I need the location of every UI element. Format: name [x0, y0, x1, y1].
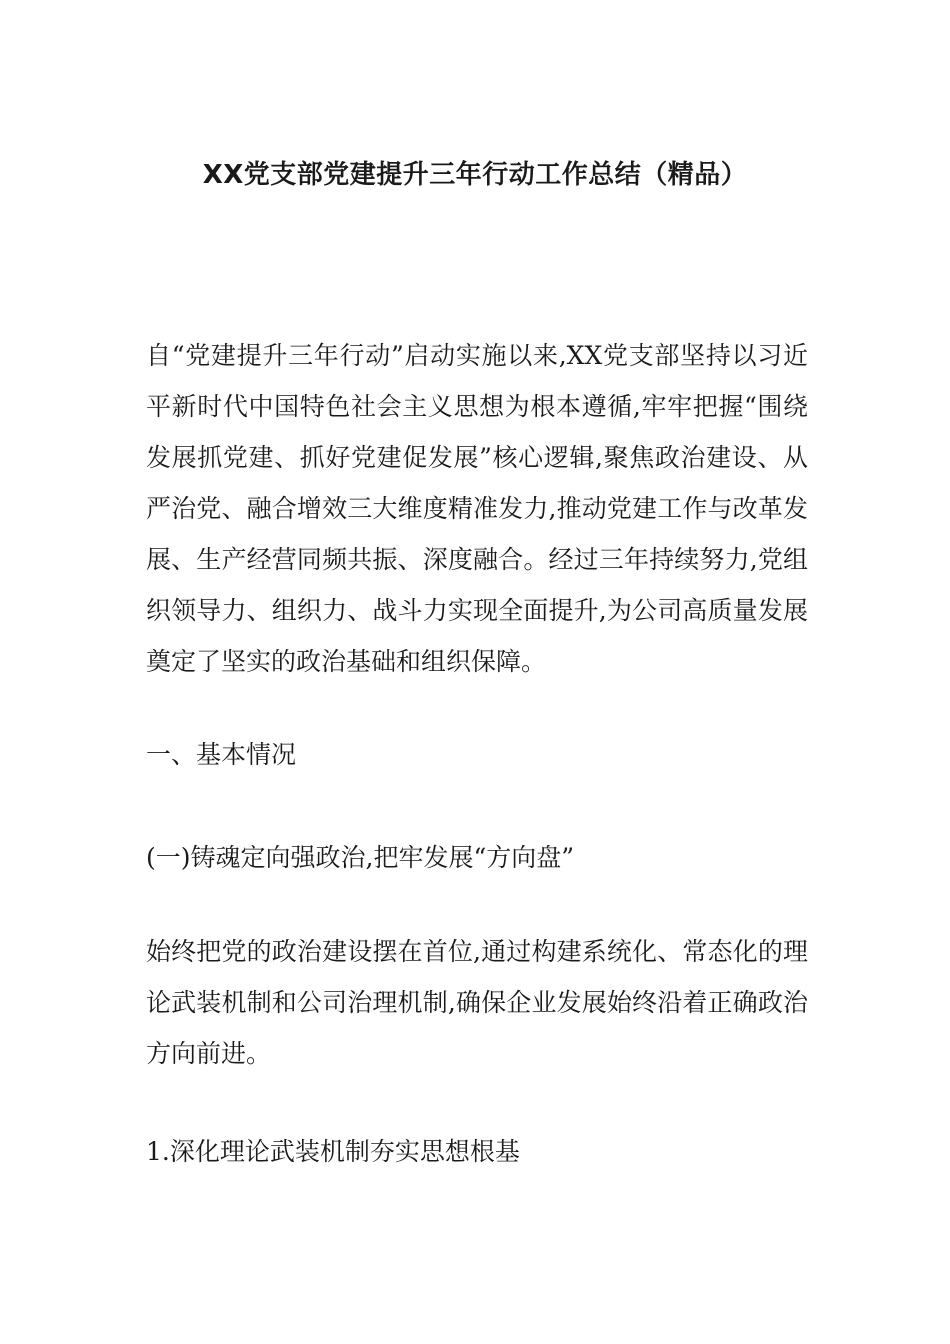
body-paragraph-political-construction: 始终把党的政治建设摆在首位,通过构建系统化、常态化的理论武装机制和公司治理机制,确保企业发展始终沿着正确政治方向前进。 [146, 937, 808, 1068]
document-title: XX党支部党建提升三年行动工作总结（精品） [202, 160, 748, 190]
intro-paragraph: 自“党建提升三年行动”启动实施以来,XX党支部坚持以习近平新时代中国特色社会主义思想为根本遵循,牢牢把握“围绕发展抓党建、抓好党建促发展”核心逻辑,聚焦政治建设、从严治党、融合增效三大维度精准发力,推动党建工作与改革发展、生产经营同频共振、深度融合。经过三年持续努力,党组织领导力、组织力、战斗力实现全面提升,为公司高质量发展奠定了坚实的政治基础和组织保障。 [146, 341, 808, 676]
item-heading-theory: 1.深化理论武装机制夯实思想根基 [146, 1137, 520, 1166]
subsection-heading-political: (一)铸魂定向强政治,把牢发展“方向盘” [146, 843, 575, 872]
section-heading-basic-situation: 一、基本情况 [146, 740, 297, 769]
